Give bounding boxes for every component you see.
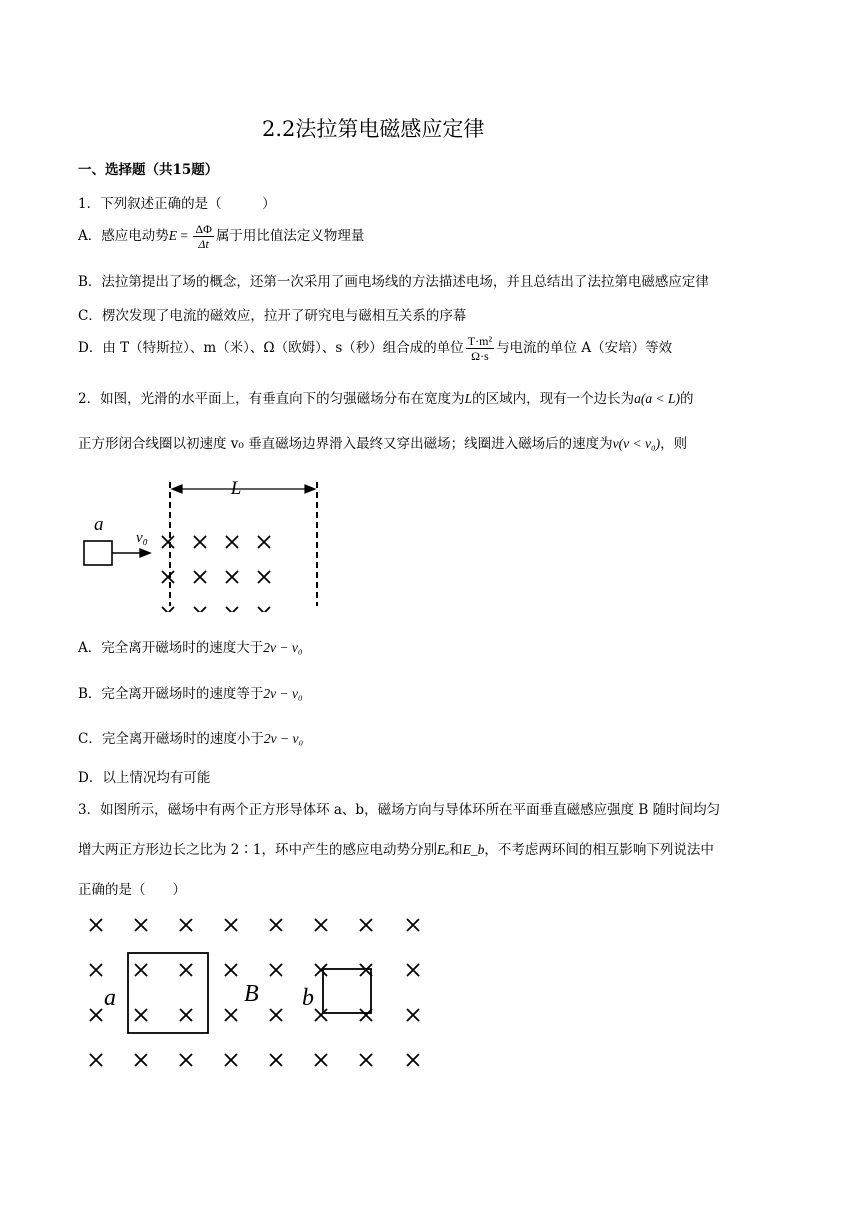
- q2-option-b-text: B．完全离开磁场时的速度等于: [78, 686, 264, 702]
- field-cross-mark: [180, 1054, 192, 1066]
- field-cross-mark: [270, 919, 282, 931]
- field-cross-mark: [90, 964, 102, 976]
- field-cross-mark: [360, 919, 372, 931]
- q2-stem-line1: [78, 387, 693, 407]
- ring-b-label: b: [302, 985, 314, 1011]
- q2-option-a-text: A．完全离开磁场时的速度大于: [78, 640, 264, 656]
- field-cross-mark: [194, 607, 206, 612]
- q2-stem-text: 正方形闭合线圈以初速度 v₀ 垂直磁场边界滑入最终又穿出磁场；线圈进入磁场后的速度为: [78, 436, 613, 452]
- q1-formula-lhs: E: [168, 228, 177, 243]
- q2-option-c-expr: 2v − v₀: [263, 731, 304, 746]
- field-cross-mark: [225, 1054, 237, 1066]
- field-cross-mark: [407, 1009, 419, 1021]
- field-cross-mark: [315, 919, 327, 931]
- field-cross-mark: [162, 536, 174, 548]
- ring-b: [323, 969, 371, 1013]
- field-cross-mark: [135, 964, 147, 976]
- q1-formula-denominator: Δt: [198, 237, 209, 251]
- field-cross-mark: [194, 571, 206, 583]
- coil-square: [84, 541, 112, 565]
- q1-option-d: [78, 334, 672, 363]
- section-heading: 一、选择题（共15题）: [78, 162, 219, 178]
- q3-stem-line1: 3．如图所示，磁场中有两个正方形导体环 a、b，磁场方向与导体环所在平面垂直磁感应强度 B 随时间均匀: [78, 802, 721, 818]
- q2-width-symbol: L: [464, 391, 473, 406]
- q1-option-a-prefix: A．感应电动势: [78, 228, 169, 244]
- field-cross-mark: [162, 607, 174, 612]
- q1-unit-fraction: [466, 334, 494, 363]
- ring-a-label: a: [104, 985, 116, 1011]
- field-cross-mark: [225, 1009, 237, 1021]
- q3-stem-text: 增大两正方形边长之比为 2∶1，环中产生的感应电动势分别: [78, 842, 437, 858]
- q2-velocity-condition: v(v < v₀): [612, 436, 661, 451]
- field-cross-mark: [258, 536, 270, 548]
- q2-option-a-expr: 2v − v₀: [263, 640, 303, 655]
- q3-stem-line2: [78, 838, 714, 858]
- width-dimension-arrow: [172, 485, 315, 493]
- field-cross-mark: [180, 1009, 192, 1021]
- q2-stem-text: 的: [679, 391, 694, 407]
- q1-formula-numerator: ΔΦ: [195, 222, 212, 236]
- q3-stem-text: 和: [449, 842, 463, 858]
- q2-option-a: [78, 636, 303, 656]
- field-cross-mark: [90, 1054, 102, 1066]
- field-cross-mark: [270, 1054, 282, 1066]
- velocity-arrow: [112, 549, 150, 557]
- field-cross-mark: [407, 964, 419, 976]
- q2-stem-line2: [78, 432, 687, 452]
- field-label: B: [244, 981, 259, 1007]
- field-cross-mark: [315, 964, 327, 976]
- q2-option-c-text: C．完全离开磁场时的速度小于: [78, 731, 264, 747]
- field-cross-mark: [194, 536, 206, 548]
- q1-option-b: B．法拉第提出了场的概念，还第一次采用了画电场线的方法描述电场，并且总结出了法拉第电磁感应定律: [78, 274, 709, 290]
- velocity-label: v₀: [136, 530, 148, 546]
- field-cross-mark: [90, 1009, 102, 1021]
- q2-stem-text: 的区域内，现有一个边长为: [472, 391, 635, 407]
- field-cross-mark: [407, 919, 419, 931]
- q2-figure: [78, 472, 338, 612]
- field-cross-mark: [135, 1054, 147, 1066]
- field-cross-mark: [135, 1009, 147, 1021]
- field-cross-mark: [407, 1054, 419, 1066]
- page-title: 2.2法拉第电磁感应定律: [262, 117, 485, 141]
- q1-formula-fraction: [193, 222, 214, 251]
- field-cross-mark: [162, 571, 174, 583]
- q3-stem-line3: 正确的是（ ）: [78, 882, 186, 898]
- q1-option-c: C．楞次发现了电流的磁效应，拉开了研究电与磁相互关系的序幕: [78, 308, 467, 324]
- q1-option-a: A．感应电动势E = $\frac{\Delta\Phi}{\Delta t}$ 属于用比值法定义物理量: [78, 222, 365, 251]
- q2-option-b-expr: 2v − v₀: [263, 686, 303, 701]
- q3-stem-text: ，不考虑两环间的相互影响下列说法中: [484, 842, 714, 858]
- field-crosses: [162, 536, 270, 612]
- q1-option-a-suffix: 属于用比值法定义物理量: [215, 228, 365, 244]
- q1-option-d-prefix: D．由 T（特斯拉）、m（米）、Ω（欧姆）、s（秒）组合成的单位: [78, 340, 464, 356]
- q1-unit-numerator: T·m²: [467, 334, 493, 348]
- q2-option-c: [78, 727, 303, 747]
- coil-label: a: [94, 514, 104, 535]
- q2-option-b: [78, 682, 303, 702]
- q1-stem: 1．下列叙述正确的是（ ）: [78, 196, 276, 212]
- q3-emf-a: Eₐ: [436, 842, 450, 857]
- field-cross-mark: [258, 571, 270, 583]
- field-cross-mark: [270, 964, 282, 976]
- field-cross-mark: [225, 919, 237, 931]
- field-cross-mark: [180, 964, 192, 976]
- field-cross-mark: [180, 919, 192, 931]
- q3-emf-b: E_b: [462, 842, 485, 857]
- field-cross-mark: [258, 607, 270, 612]
- field-cross-mark: [360, 1054, 372, 1066]
- field-cross-mark: [226, 536, 238, 548]
- field-cross-mark: [315, 1009, 327, 1021]
- ring-a: [128, 953, 208, 1033]
- q3-figure: [78, 905, 438, 1075]
- field-cross-mark: [270, 1009, 282, 1021]
- width-label: L: [230, 478, 242, 499]
- q1-unit-denominator: Ω·s: [471, 349, 489, 363]
- q2-stem-text: 2．如图，光滑的水平面上，有垂直向下的匀强磁场分布在宽度为: [78, 391, 465, 407]
- q1-option-d-suffix: 与电流的单位 A（安培）等效: [496, 340, 673, 356]
- field-cross-mark: [135, 919, 147, 931]
- field-cross-mark: [315, 1054, 327, 1066]
- field-cross-mark: [90, 919, 102, 931]
- q2-side-condition: a(a < L): [634, 391, 680, 406]
- field-cross-mark: [226, 607, 238, 612]
- q2-option-d: D．以上情况均有可能: [78, 770, 211, 786]
- field-cross-mark: [225, 964, 237, 976]
- q2-stem-text: ，则: [660, 436, 688, 452]
- field-cross-mark: [226, 571, 238, 583]
